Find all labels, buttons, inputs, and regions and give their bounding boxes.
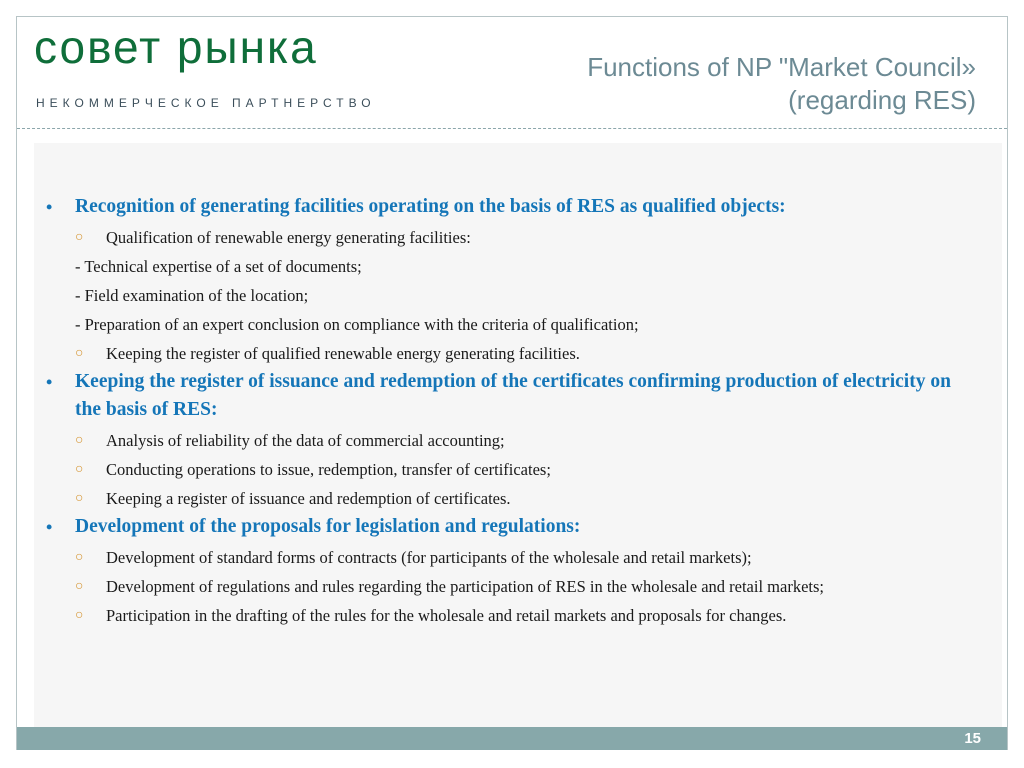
list-dash-item: - Field examination of the location; (75, 286, 309, 305)
circle-bullet-icon: ○ (75, 579, 84, 594)
subitem-text: Keeping the register of qualified renewable energy generating facilities. (106, 344, 580, 363)
heading-text: Keeping the register of issuance and redemption of the certificates confirming production of electricity on the basis of RES: (75, 371, 951, 420)
list-subitem (34, 426, 1002, 455)
slide-title (476, 51, 976, 117)
circle-bullet-icon: ○ (75, 491, 84, 506)
circle-bullet-icon: ○ (75, 433, 84, 448)
list-subitem (34, 601, 1002, 630)
circle-bullet-icon: ○ (75, 608, 84, 623)
subitem-text: Conducting operations to issue, redemption, transfer of certificates; (106, 460, 551, 479)
heading-text: Development of the proposals for legislation and regulations: (75, 516, 581, 537)
list-dash-item: - Technical expertise of a set of documents; (75, 257, 362, 276)
list-item-heading (34, 193, 1002, 221)
circle-bullet-icon: ○ (75, 346, 84, 361)
circle-bullet-icon: ○ (75, 550, 84, 565)
content-area (34, 143, 1002, 727)
heading-text: Recognition of generating facilities operating on the basis of RES as qualified objects: (75, 196, 786, 217)
subitem-text: Development of standard forms of contracts (for participants of the wholesale and retail markets); (106, 548, 752, 567)
logo-wordmark: совет рынка (34, 21, 318, 73)
list-subitem (34, 543, 1002, 572)
list-item-heading (34, 513, 1002, 541)
subitem-text: Participation in the drafting of the rules for the wholesale and retail markets and proposals for changes. (106, 606, 787, 625)
subitem-text: Keeping a register of issuance and redemption of certificates. (106, 489, 511, 508)
list-subitem (34, 339, 1002, 368)
slide-title-line-1: Functions of NP "Market Council» (587, 52, 976, 82)
circle-bullet-icon: ○ (75, 462, 84, 477)
bullet-icon: • (46, 517, 53, 537)
list-dash-item: - Preparation of an expert conclusion on compliance with the criteria of qualification; (75, 315, 639, 334)
subitem-text: Qualification of renewable energy generating facilities: (106, 228, 471, 247)
list-item-heading (34, 368, 1002, 424)
footer-bar (17, 727, 1007, 750)
list-subitem (34, 223, 1002, 252)
subitem-text: Analysis of reliability of the data of commercial accounting; (106, 431, 505, 450)
list-subitem (34, 572, 1002, 601)
list-subitem (34, 455, 1002, 484)
bullet-icon: • (46, 372, 53, 392)
page-number: 15 (964, 730, 981, 747)
circle-bullet-icon: ○ (75, 230, 84, 245)
subitem-text: Development of regulations and rules regarding the participation of RES in the wholesale and retail markets; (106, 577, 824, 596)
logo-subtitle: НЕКОММЕРЧЕСКОЕ ПАРТНЕРСТВО (36, 96, 376, 110)
bullet-icon: • (46, 197, 53, 217)
header-divider (17, 128, 1007, 129)
list-subitem (34, 484, 1002, 513)
bullet-list (34, 193, 1002, 630)
slide-title-line-2: (regarding RES) (788, 85, 976, 115)
